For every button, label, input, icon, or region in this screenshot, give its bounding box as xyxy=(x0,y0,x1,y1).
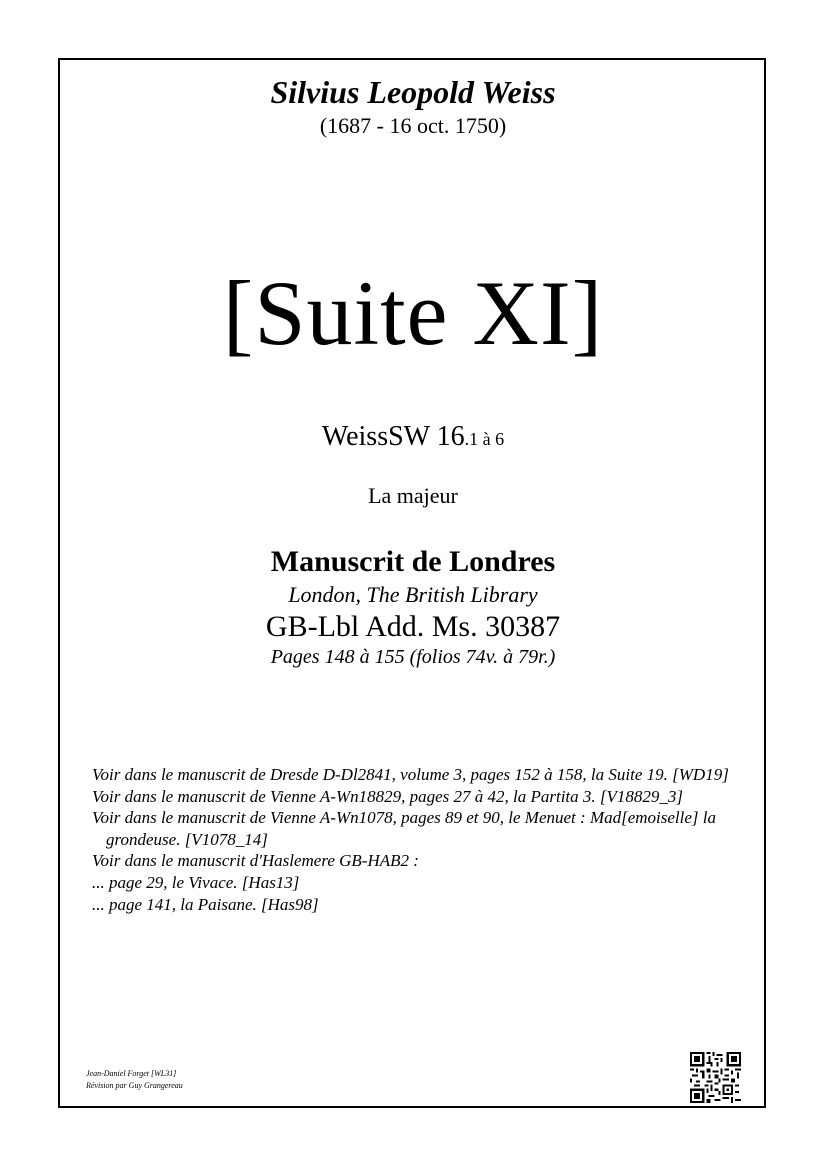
concordance-haslemere-paisane: ... page 141, la Paisane. [Has98] xyxy=(92,894,319,914)
catalog-suffix: .1 à 6 xyxy=(464,429,505,449)
manuscript-title: Manuscrit de Londres xyxy=(270,545,556,578)
manuscript-shelfmark: GB-Lbl Add. Ms. 30387 xyxy=(265,610,561,643)
concordance-vienna-1078: Voir dans le manuscrit de Vienne A-Wn1078, pages 89 et 90, le Menuet : Mad[emoiselle] la grondeuse. [V1078_14] xyxy=(92,808,717,849)
work-title: [Suite XI] xyxy=(222,262,604,364)
catalog-main: WeissSW 16 xyxy=(321,421,465,452)
editor-credit: Jean-Daniel Forget [WL31] xyxy=(86,1069,177,1078)
concordance-haslemere-vivace: ... page 29, le Vivace. [Has13] xyxy=(92,872,300,892)
manuscript-library: London, The British Library xyxy=(288,582,538,607)
concordance-haslemere: Voir dans le manuscrit d'Haslemere GB-HAB2 : xyxy=(92,851,419,871)
composer-name: Silvius Leopold Weiss xyxy=(270,74,556,110)
composer-dates: (1687 - 16 oct. 1750) xyxy=(319,113,507,138)
work-key: La majeur xyxy=(368,483,458,508)
concordance-list xyxy=(92,764,752,915)
concordance-vienna-18829: Voir dans le manuscrit de Vienne A-Wn18829, pages 27 à 42, la Partita 3. [V18829_3] xyxy=(92,786,684,806)
manuscript-pages: Pages 148 à 155 (folios 74v. à 79r.) xyxy=(270,646,556,668)
revision-credit: Révision par Guy Grangereau xyxy=(86,1081,183,1090)
catalog-number xyxy=(0,420,826,456)
qr-code-icon xyxy=(690,1052,741,1103)
footer-credits xyxy=(86,1068,183,1092)
concordance-dresden: Voir dans le manuscrit de Dresde D-Dl2841, volume 3, pages 152 à 158, la Suite 19. [WD19] xyxy=(92,765,729,784)
